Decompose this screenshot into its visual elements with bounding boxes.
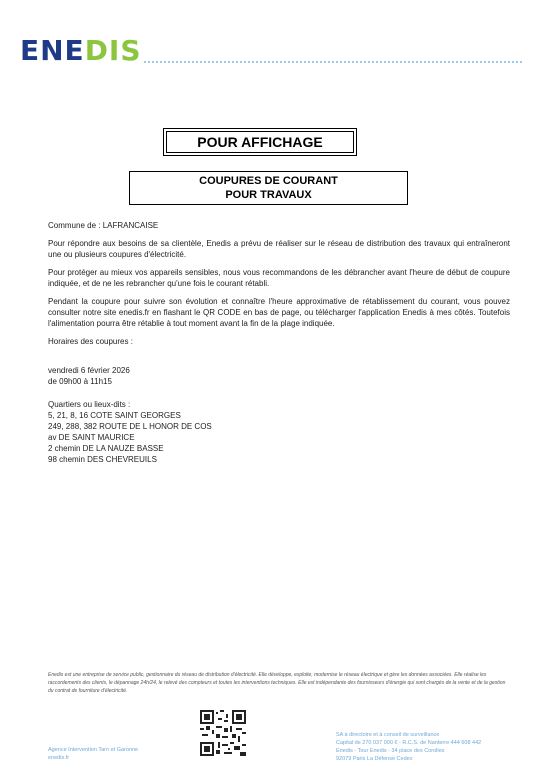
- logo-text-b: DIS: [84, 34, 142, 67]
- list-item: 98 chemin DES CHEVREUILS: [48, 455, 157, 464]
- schedule-date: vendredi 6 février 2026: [48, 366, 130, 375]
- company-address-line-2: 92079 Paris La Défense Cedex: [336, 756, 413, 762]
- header-dotted-line: [144, 61, 522, 63]
- list-item: 2 chemin DE LA NAUZE BASSE: [48, 444, 164, 453]
- title-box: [163, 128, 357, 156]
- page-title: POUR AFFICHAGE: [197, 134, 323, 150]
- schedule-time: de 09h00 à 11h15: [48, 377, 112, 386]
- agency-name: Agence Intervention Tarn et Garonne: [48, 747, 139, 753]
- body-text: [48, 220, 510, 354]
- paragraph-protection: Pour protéger au mieux vos appareils sensibles, nous vous recommandons de les débrancher avant l'heure de début de coupure indiquée, et de ne les rebrancher qu'une fois le courant rétabli.: [48, 268, 510, 288]
- company-legal-line-2: Capital de 270 037 000 € - R.C.S. de Nanterre 444 608 442: [336, 740, 482, 746]
- footer-right: [336, 731, 481, 763]
- website-link[interactable]: enedis.fr: [48, 755, 70, 761]
- commune-label: Commune de : LAFRANCAISE: [48, 221, 159, 230]
- list-item: 5, 21, 8, 16 COTE SAINT GEORGES: [48, 411, 181, 420]
- footer-left: [48, 746, 138, 762]
- subtitle-line-1: COUPURES DE COURANT: [199, 175, 338, 187]
- company-legal-line-1: SA à directoire et à conseil de surveillance: [336, 732, 440, 738]
- horaires-heading: Horaires des coupures :: [48, 337, 133, 346]
- company-address-line-1: Enedis - Tour Enedis - 34 place des Corolles: [336, 748, 445, 754]
- lieux-list: [48, 399, 212, 465]
- subtitle-line-2: POUR TRAVAUX: [225, 189, 312, 201]
- enedis-logo: [20, 34, 142, 67]
- qr-code-icon[interactable]: [200, 710, 246, 756]
- list-item: 249, 288, 382 ROUTE DE L HONOR DE COS: [48, 422, 212, 431]
- paragraph-suivi: Pendant la coupure pour suivre son évolution et connaître l'heure approximative de rétablissement du courant, vous pouvez consulter notre site enedis.fr en flashant le QR CODE en bas de page, ou télécharger l'application Enedis à mes côtés. Toutefois l'alimentation pourra être rétablie à tout moment avant la fin de la plage indiquée.: [48, 297, 510, 328]
- paragraph-intro: Pour répondre aux besoins de sa clientèle, Enedis a prévu de réaliser sur le réseau de distribution des travaux qui entraîneront une ou plusieurs coupures d'électricité.: [48, 239, 510, 259]
- lieux-heading: Quartiers ou lieux-dits :: [48, 400, 131, 409]
- logo-text-a: ENE: [20, 34, 85, 67]
- list-item: av DE SAINT MAURICE: [48, 433, 135, 442]
- schedule: [48, 365, 348, 387]
- subtitle-box: [129, 171, 408, 205]
- legal-notice: Enedis est une entreprise de service public, gestionnaire du réseau de distribution d'électricité. Elle développe, exploite, modernise le réseau électrique et gère les données associées. Elle réalise les raccordements des clients, le dépannage 24h/24, le relevé des compteurs et toutes les interventions techniques. Elle est indépendante des fournisseurs d'énergie qui sont chargés de la vente et de la gestion du contrat de fourniture d'électricité.: [48, 672, 506, 694]
